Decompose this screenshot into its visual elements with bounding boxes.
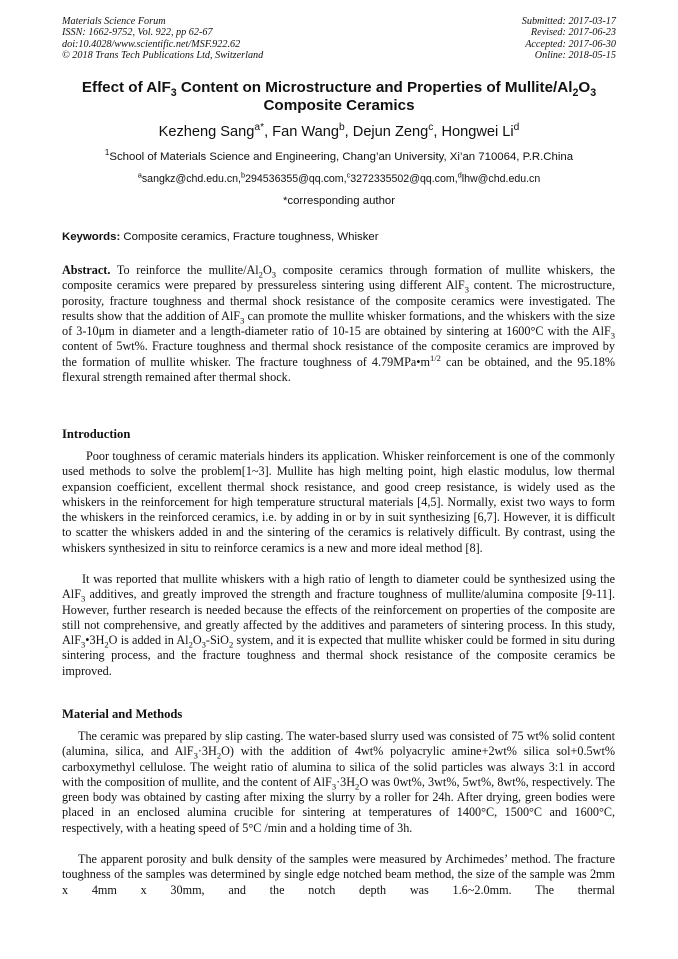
title-line-2: Composite Ceramics — [263, 97, 415, 114]
submitted-date: Submitted: 2017-03-17 — [521, 16, 616, 27]
methods-paragraph-1: The ceramic was prepared by slip casting. The water-based slurry used was consisted of 75 wt% solid content (alumina, silica, and $AlF_3\cdot 3H_2O$) with the addition of 4wt% polyacrylic amine+2wt% silica sol+0.5wt% carboxymethyl cellulose. The weight ratio of alumina to silica of the solid particles was always 3:1 in accord with the composition of mullite, and the content of $AlF_3\cdot 3H_2O$ was 0wt%, 3wt%, 5wt%, 8wt%, respectively. The green body was obtained by casting after mixing the slurry by a roller for 24h. After drying, green bodies were placed in an enclosed alumina crucible for sintering at temperatures of 1400°C, 1500°C and 1600°C, respectively, with a heating speed of 5°C /min and a holding time of 3h. — [62, 729, 615, 835]
keywords-label: Keywords: — [62, 231, 121, 243]
journal-name: Materials Science Forum — [62, 16, 166, 27]
methods-paragraph-2: The apparent porosity and bulk density of the samples were measured by Archimedes’ method. The fracture toughness of the samples was determined by single edge notched beam method, the size of the sample was 2mm x 4mm x 30mm, and the notch depth was 1.6~2.0mm. The thermal — [62, 852, 615, 897]
corresponding-author-note: *corresponding author — [282, 195, 396, 207]
affiliation: $^1$School of Materials Science and Engineering, Chang’an University, Xi’an 710064, P.R.China — [104, 148, 574, 163]
journal-issn: ISSN: 1662-9752, Vol. 922, pp 62-67 — [62, 27, 213, 39]
accepted-date: Accepted: 2017-06-30 — [525, 38, 616, 50]
author-list: Kezheng Sang$^{a*}$, Fan Wang$^b$, Dejun Zeng$^c$, Hongwei Li$^d$ — [158, 122, 520, 140]
keywords — [62, 231, 379, 243]
introduction-paragraph-2: It was reported that mullite whiskers with a high ratio of length to diameter could be synthesized using the AlF$_3$ additives, and greatly improved the strength and fracture toughness of mullite/alumina composite [9-11]. However, further research is needed because the effects of the reinforcement on properties of the composite are still not comprehensive, and greatly affected by the additives and parameters of sintering process. In this study, $AlF_3•3H_2O$ is added in $Al_2O_3-SiO_2$ system, and it is expected that mullite whisker could be formed in situ during sintering process, and the fracture toughness and thermal shock resistance of the composite ceramics be improved. — [62, 572, 615, 678]
journal-copyright: © 2018 Trans Tech Publications Ltd, Switzerland — [62, 50, 264, 62]
abstract: Abstract. To reinforce the mullite/$Al_2O_3$ composite ceramics through formation of mullite whiskers, the composite ceramics were prepared by pressureless sintering using different AlF$_3$ content. The microstructure, porosity, fracture toughness and thermal shock resistance of the composite ceramics were investigated. The results show that the addition of AlF$_3$ can promote the mullite whisker formations, and the whiskers with the size of 3-10μm in diameter and a length-diameter ratio of 10-15 are obtained by sintering at 1600°C with the AlF$_3$ content of 5wt%. Fracture toughness and thermal shock resistance of the composite ceramics are improved by the formation of mullite whisker. The fracture toughness of $4.79MPa•m^{1/2}$ can be obtained, and the 95.18% flexural strength remained after thermal shock. — [62, 263, 616, 385]
journal-doi: doi:10.4028/www.scientific.net/MSF.922.62 — [62, 38, 241, 50]
methods-heading: Material and Methods — [62, 707, 183, 721]
introduction-heading: Introduction — [62, 427, 131, 441]
keywords-text: Composite ceramics, Fracture toughness, Whisker — [123, 231, 379, 243]
online-date: Online: 2018-05-15 — [534, 50, 616, 62]
journal-meta — [62, 16, 263, 62]
title-line-1: Effect of AlF$_3$ Content on Microstructure and Properties of Mullite/$Al_2O_3$ — [81, 79, 597, 100]
revised-date: Revised: 2017-06-23 — [530, 27, 616, 39]
author-emails: $^a$sangkz@chd.edu.cn,$^b$294536355@qq.com,$^c$3272335502@qq.com,$^d$lhw@chd.edu.cn — [137, 170, 541, 185]
submission-dates — [522, 16, 616, 62]
paper-title — [40, 79, 638, 115]
introduction-paragraph-1: Poor toughness of ceramic materials hinders its application. Whisker reinforcement is one of the commonly used methods to solve the problem[1~3]. Mullite has high melting point, high elastic modulus, low thermal expansion coefficient, excellent thermal shock resistance, and good creep resistance, is widely used as the whiskers in the reinforcement for high temperature structural materials [4,5]. Normally, exist two ways to form the whiskers in the reinforced ceramics, i.e. by adding in or by in suit synthesizing [6,7]. However, it is difficult to scatter the whiskers added in and the sintering of the ceramics is relatively difficult. By contrast, using the whiskers synthesized in situ to reinforce ceramics is a new and more ideal method [8]. — [62, 449, 615, 555]
